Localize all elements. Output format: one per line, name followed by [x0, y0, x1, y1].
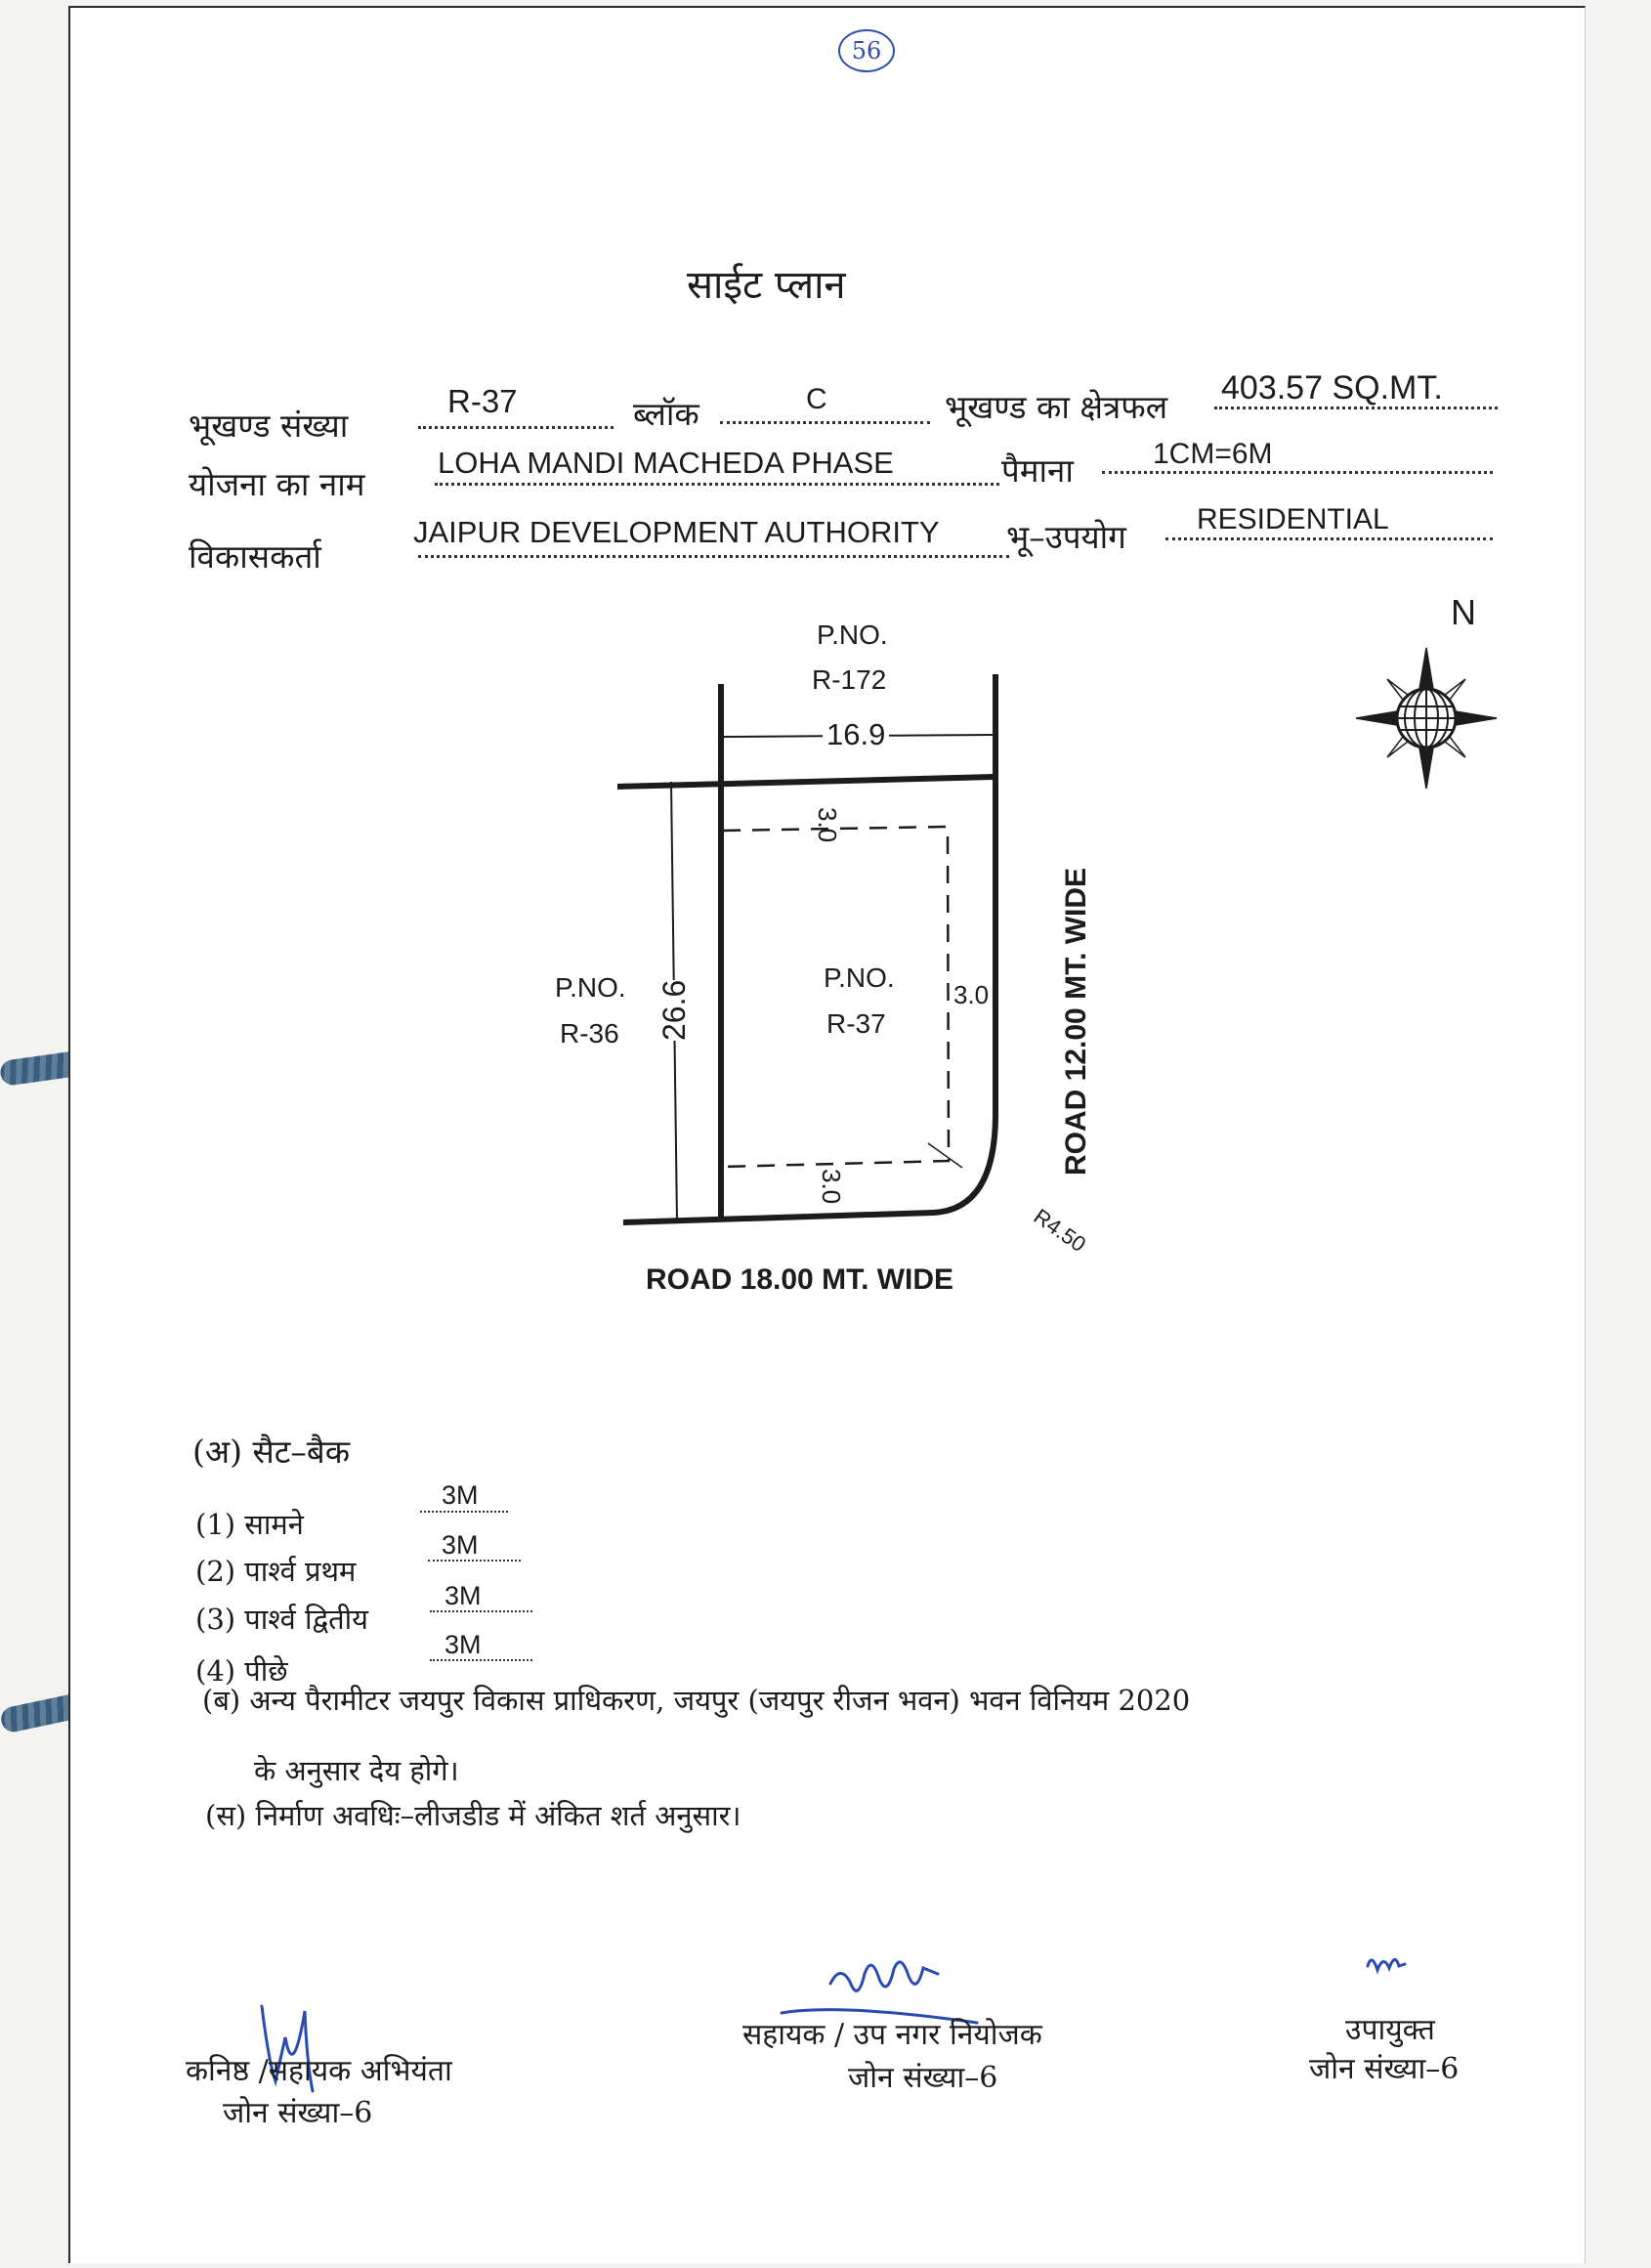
setback-item-line-1 [420, 1511, 508, 1513]
scheme-label: योजना का नाम [189, 465, 365, 503]
depth-dimension-label: 26.6 [656, 979, 692, 1041]
setback-right-label: 3.0 [953, 980, 990, 1009]
setback-item-value-4: 3M [444, 1630, 482, 1659]
area-value: 403.57 SQ.MT. [1221, 369, 1443, 407]
road-bottom-label: ROAD 18.00 MT. WIDE [646, 1263, 954, 1296]
setback-item-value-3: 3M [444, 1581, 482, 1610]
page-number: 56 [838, 29, 895, 72]
signatory-left-zone: जोन संख्या–6 [223, 2096, 373, 2130]
signatory-right-title: उपायुक्त [1345, 2013, 1435, 2047]
setback-item-label-1: (1) सामने [195, 1508, 304, 1541]
page-title: साईट प्लान [687, 263, 846, 308]
scale-label: पैमाना [1001, 451, 1074, 490]
setback-item-value-2: 3M [442, 1530, 479, 1560]
block-value: C [806, 383, 827, 415]
road-right-label: ROAD 12.00 MT. WIDE [1060, 867, 1092, 1176]
setbacks-heading: (अ) सैट–बैक [192, 1433, 351, 1471]
width-dimension-label: 16.9 [823, 717, 889, 752]
center-plot-label: R-37 [826, 1008, 886, 1039]
plot-no-value: R-37 [447, 383, 518, 419]
setback-bottom-label: 3.0 [817, 1169, 846, 1205]
setback-item-label-2: (2) पार्श्व प्रथम [195, 1555, 357, 1588]
developer-value: JAIPUR DEVELOPMENT AUTHORITY [413, 515, 940, 549]
plot-bottom-boundary [623, 1114, 995, 1222]
scale-value: 1CM=6M [1153, 438, 1273, 470]
signatory-right-zone: जोन संख्या–6 [1309, 2052, 1460, 2086]
north-label: N [1451, 592, 1476, 632]
note-c-line: (स) निर्माण अवधिः–लीजडीड में अंकित शर्त अनुसार। [205, 1799, 741, 1832]
area-label: भूखण्ड का क्षेत्रफल [945, 388, 1168, 426]
setback-item-label-3: (3) पार्श्व द्वितीय [195, 1603, 368, 1636]
radius-leader [928, 1143, 962, 1168]
note-b-line-1: (ब) अन्य पैरामीटर जयपुर विकास प्राधिकरण, जयपुर (जयपुर रीजन भवन) भवन विनियम 2020 [202, 1684, 1191, 1717]
scheme-value: LOHA MANDI MACHEDA PHASE [438, 446, 894, 480]
left-plot-no-label: P.NO. [555, 972, 626, 1003]
radius-label: R4.50 [1029, 1204, 1091, 1258]
landuse-value: RESIDENTIAL [1197, 503, 1389, 535]
signatory-middle-zone: जोन संख्या–6 [848, 2061, 998, 2095]
signatory-left-title: कनिष्ठ /सहायक अभियंता [186, 2054, 452, 2088]
setback-item-label-4: (4) पीछे [195, 1654, 288, 1688]
plot-top-boundary [617, 777, 995, 787]
landuse-label: भू–उपयोग [1006, 518, 1126, 556]
block-label: ब्लॉक [633, 395, 699, 433]
signatory-middle-title: सहायक / उप नगर नियोजक [742, 2018, 1042, 2052]
setback-item-value-1: 3M [442, 1480, 479, 1510]
top-plot-no-label: P.NO. [817, 620, 888, 650]
center-plot-no-label: P.NO. [824, 963, 895, 993]
note-b-line-2: के अनुसार देय होगे। [254, 1754, 459, 1787]
compass-icon [1353, 645, 1500, 792]
plot-no-label: भूखण्ड संख्या [189, 407, 349, 445]
top-plot-label: R-172 [812, 664, 887, 695]
setback-line [723, 827, 949, 1167]
developer-label: विकासकर्ता [189, 537, 321, 576]
left-plot-label: R-36 [560, 1018, 619, 1048]
setback-top-label: 3.0 [813, 807, 842, 843]
